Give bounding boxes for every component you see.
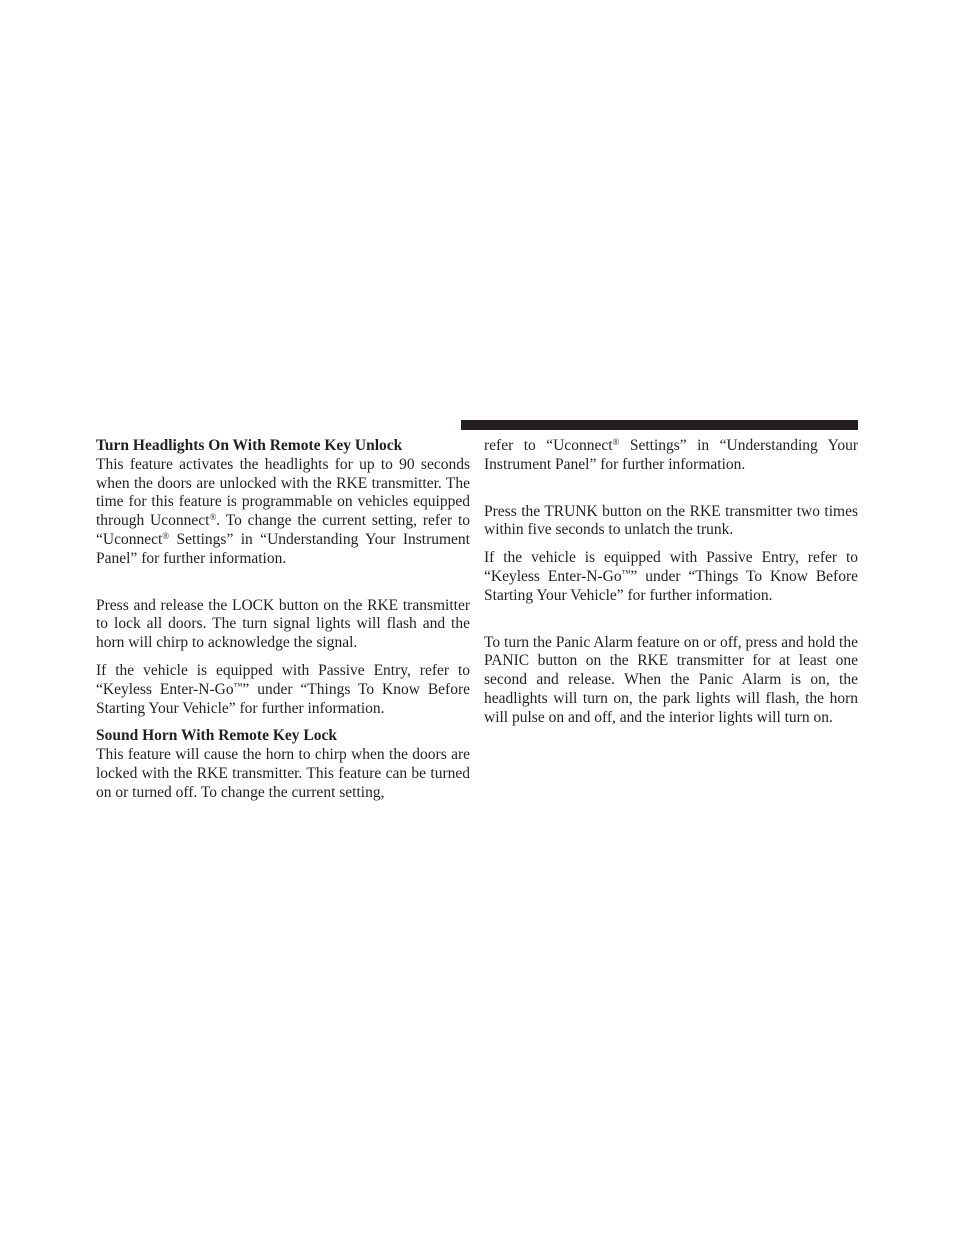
right-column — [484, 437, 858, 728]
text: ” under “Things To Know Before Starting Your Vehicle” for further information. — [484, 567, 858, 604]
text: . To change the current setting, refer to “Uconnect — [96, 512, 471, 548]
paragraph-horn-feature: This feature will cause the horn to chirp when the doors are locked with the RKE transmitter. This feature can be turned on or turned off. To change the current setting, — [96, 746, 470, 801]
left-column — [96, 437, 470, 803]
trademark-mark: ™ — [621, 567, 631, 578]
paragraph-uconnect-settings — [484, 437, 858, 475]
registered-mark: ® — [162, 530, 170, 541]
heading-headlights-remote-unlock: Turn Headlights On With Remote Key Unlock — [96, 437, 403, 454]
trademark-mark: ™ — [233, 680, 243, 691]
text: If the vehicle is equipped with Passive Entry, refer to “Keyless Enter-N-Go — [484, 549, 858, 585]
paragraph-passive-entry — [96, 662, 470, 718]
text: refer to “Uconnect — [484, 437, 613, 454]
registered-mark: ® — [612, 437, 620, 447]
registered-mark: ® — [209, 512, 217, 523]
paragraph-panic-alarm: To turn the Panic Alarm feature on or off, press and hold the PANIC button on the RKE transmitter for at least one second and release. When the Panic Alarm is on, the headlights will turn on, the park lights will flash, the horn will pulse on and off, and the interior lights will turn on. — [484, 633, 858, 726]
paragraph-lock-button: Press and release the LOCK button on the RKE transmitter to lock all doors. The turn signal lights will flash and the horn will chirp to acknowledge the signal. — [96, 596, 470, 652]
paragraph-headlights-feature — [96, 456, 470, 569]
text: If the vehicle is equipped with Passive Entry, refer to “Keyless Enter-N-Go — [96, 661, 470, 698]
text: Settings” in “Understanding Your Instrument Panel” for further information. — [484, 437, 858, 473]
text: Settings” in “Understanding Your Instrument Panel” for further information. — [96, 530, 470, 567]
paragraph-passive-entry — [484, 549, 858, 605]
text: This feature activates the headlights for up to 90 seconds when the doors are unlocked with the RKE transmitter. The time for this feature is programmable on vehicles equipped through Uconnect — [96, 455, 470, 530]
section-rule — [461, 420, 858, 430]
heading-sound-horn-remote-lock: Sound Horn With Remote Key Lock — [96, 727, 337, 745]
paragraph-trunk-button: Press the TRUNK button on the RKE transmitter two times within five seconds to unlatch the trunk. — [484, 502, 858, 539]
text: ” under “Things To Know Before Starting Your Vehicle” for further information. — [96, 680, 470, 717]
